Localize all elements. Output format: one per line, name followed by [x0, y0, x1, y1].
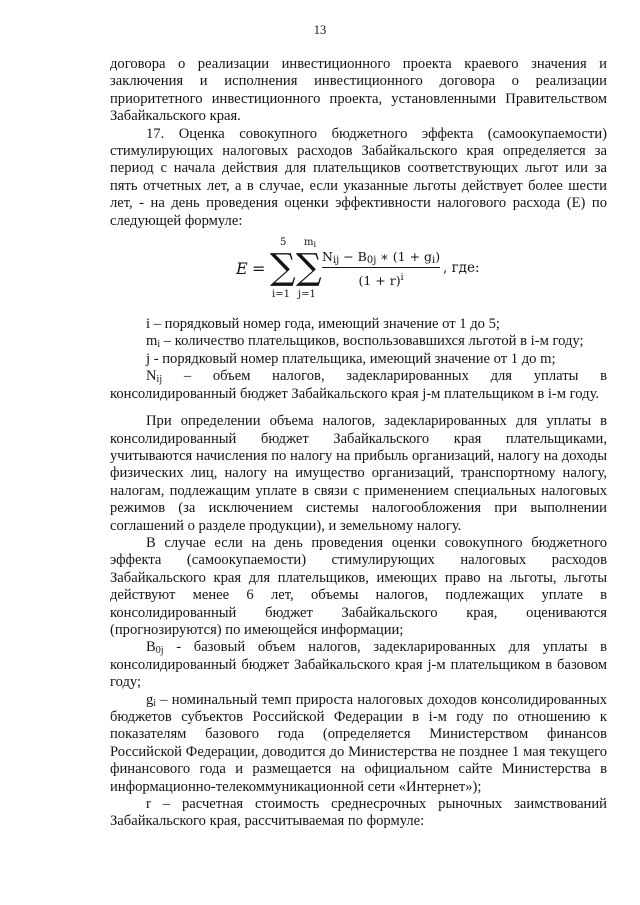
var-n: $N_{ij}$ – объем налогов, задекларированных для уплаты в консолидированный бюджет Забайкальского края j-м плательщиком в i-м году. — [110, 368, 607, 402]
paragraph-volume: При определении объема налогов, задекларированных для уплаты в консолидированный бюджет Забайкальского края плательщиками, учитываются начисления по налогу на прибыль организаций, налогу на доходы физических лиц, налогу на имущество организаций, транспортному налогу, налогам, подлежащим уплате в связи с применением специальных налоговых режимов (за исключением системы налогообложения при выполнении соглашений о разделе продукции), и земельному налогу. — [110, 413, 607, 534]
paragraph-r: r – расчетная стоимость среднесрочных рыночных заимствований Забайкальского края, рассчитываемая по формуле: — [110, 796, 607, 830]
sum1-upper: 5 — [280, 237, 287, 249]
sum1-lower: i=1 — [272, 289, 290, 301]
formula-lhs: E — [236, 259, 248, 279]
var-i: i – порядковый номер года, имеющий значение от 1 до 5; — [146, 316, 500, 333]
formula-equals: = — [252, 259, 266, 279]
paragraph-b0j: $B_{0j}$ - базовый объем налогов, задекларированных для уплаты в консолидированный бюджет Забайкальского края j-м плательщиком в базовом году; — [110, 639, 607, 691]
paragraph-17: 17. Оценка совокупного бюджетного эффекта (самоокупаемости) стимулирующих налоговых расходов Забайкальского края определяется за период с начала действия для плательщиков соответствующих льгот или за пять отчетных лет, а в случае, если указанные льготы действует более шести лет, - на день проведения оценки эффективности налогового расхода (E) по следующей формуле: — [110, 125, 607, 229]
var-j: j - порядковый номер плательщика, имеющий значение от 1 до m; — [146, 350, 556, 367]
formula-fraction — [322, 248, 440, 290]
formula-denominator: $(1 + r)^i$ — [358, 273, 404, 289]
paragraph-gi: $g_i$ – номинальный темп прироста налоговых доходов консолидированных бюджетов субъектов Российской Федерации в i-м году по отношению к показателям базового года (определяется Министерством финансов Российской Федерации, доводится до Министерства не позднее 1 мая текущего финансового года и размещается на официальном сайте Министерства в информационно-телекоммуникационной сети «Интернет»); — [110, 691, 608, 795]
sum2-lower: j=1 — [298, 289, 316, 301]
var-m: $m_i$ – количество плательщиков, воспользовавшихся льготой в i-м году; — [146, 333, 584, 351]
page-number: 13 — [313, 23, 327, 37]
variable-definitions — [110, 316, 607, 403]
document-body — [110, 56, 607, 831]
sum1-sign: ∑ — [270, 247, 296, 289]
formula-numerator: $N_{ij} - B_{0j}$ ∗ $(1 + g_i)$ — [322, 248, 440, 268]
sum2-upper: $m_i$ — [304, 237, 317, 250]
sum2-sign: ∑ — [296, 247, 322, 289]
formula-tail: , где: — [443, 260, 480, 277]
paragraph-intro: договора о реализации инвестиционного проекта краевого значения и заключения и исполнения инвестиционного договора о реализации приоритетного инвестиционного проекта, установленными Правительством Забайкальского края. — [110, 56, 607, 125]
formula-e — [110, 238, 607, 304]
paragraph-case: В случае если на день проведения оценки совокупного бюджетного эффекта (самоокупаемости) стимулирующих налоговых расходов Забайкальского края для плательщиков, имеющих право на льготы, льготы действуют менее 6 лет, объемы налогов, подлежащих уплате в консолидированный бюджет Забайкальского края, оцениваются (прогнозируются) по имеющейся информации; — [110, 534, 607, 638]
